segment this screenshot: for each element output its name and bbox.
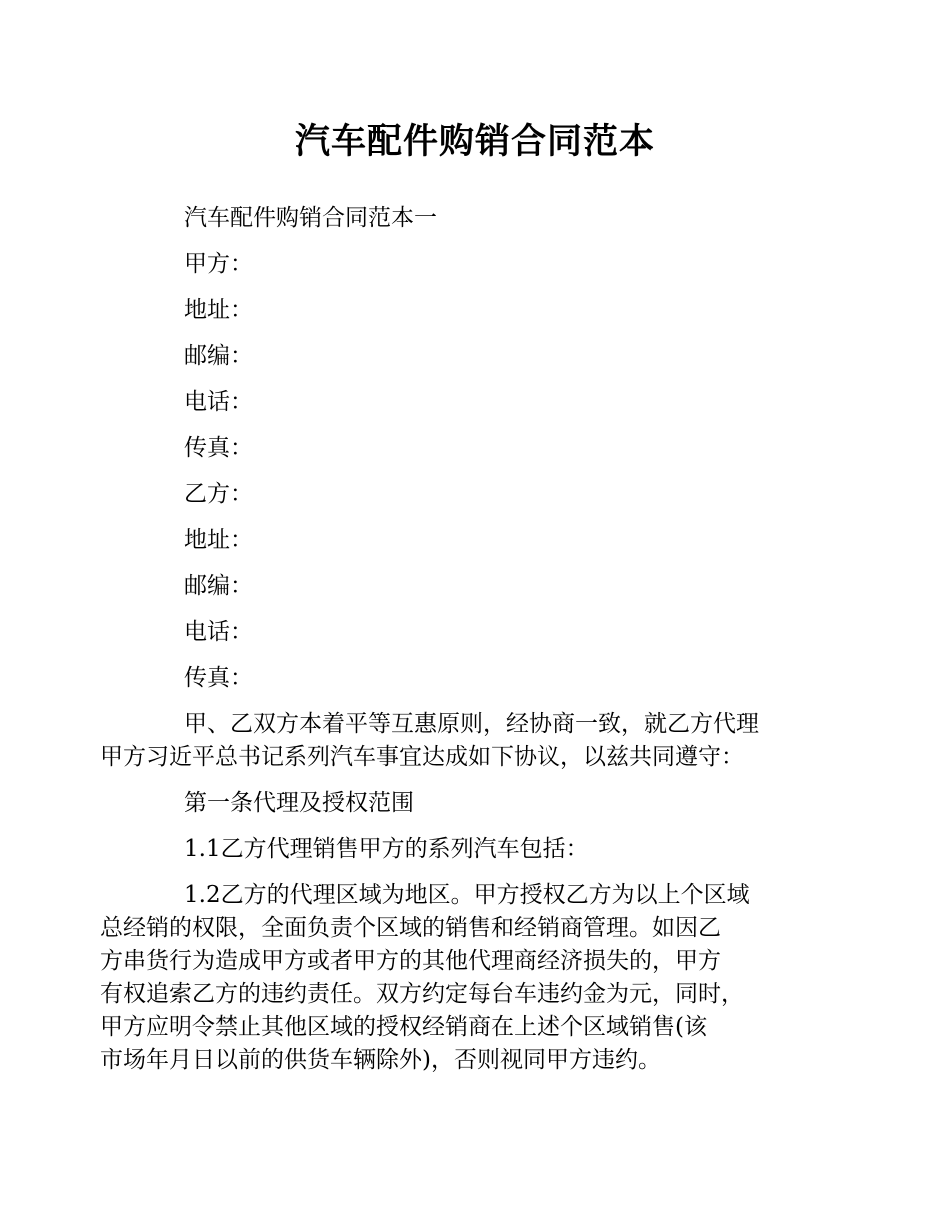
party-b-phone: 电话： <box>184 619 253 645</box>
clause-1-2-line: 方串货行为造成甲方或者甲方的其他代理商经济损失的，甲方 <box>100 948 721 974</box>
contract-subtitle: 汽车配件购销合同范本一 <box>184 205 437 231</box>
clause-1-2-line: 市场年月日以前的供货车辆除外)，否则视同甲方违约。 <box>100 1047 661 1073</box>
party-b-fax: 传真： <box>184 665 253 691</box>
clause-1-2-line: 甲方应明令禁止其他区域的授权经销商在上述个区域销售(该 <box>100 1014 707 1040</box>
clause-1-2-line: 总经销的权限，全面负责个区域的销售和经销商管理。如因乙 <box>100 915 721 941</box>
party-b-postcode: 邮编： <box>184 573 253 599</box>
document-title: 汽车配件购销合同范本 <box>294 122 655 162</box>
clause-1-1: 1.1乙方代理销售甲方的系列汽车包括： <box>184 836 589 862</box>
intro-paragraph <box>100 708 832 774</box>
intro-line: 甲、乙双方本着平等互惠原则，经协商一致，就乙方代理 <box>184 711 759 737</box>
party-a-phone: 电话： <box>184 389 253 415</box>
article-1-heading: 第一条代理及授权范围 <box>184 790 414 816</box>
party-a-fax: 传真： <box>184 435 253 461</box>
party-b-label: 乙方： <box>184 481 253 507</box>
clause-1-2 <box>100 879 832 1077</box>
intro-line: 甲方习近平总书记系列汽车事宜达成如下协议，以兹共同遵守： <box>100 744 744 770</box>
party-a-address: 地址： <box>184 297 253 323</box>
party-a-postcode: 邮编： <box>184 343 253 369</box>
clause-1-2-line: 1.2乙方的代理区域为地区。甲方授权乙方为以上个区域 <box>184 882 750 908</box>
clause-1-2-line: 有权追索乙方的违约责任。双方约定每台车违约金为元，同时， <box>100 981 744 1007</box>
party-b-address: 地址： <box>184 527 253 553</box>
party-a-label: 甲方： <box>184 251 253 277</box>
document-body <box>100 202 832 1090</box>
